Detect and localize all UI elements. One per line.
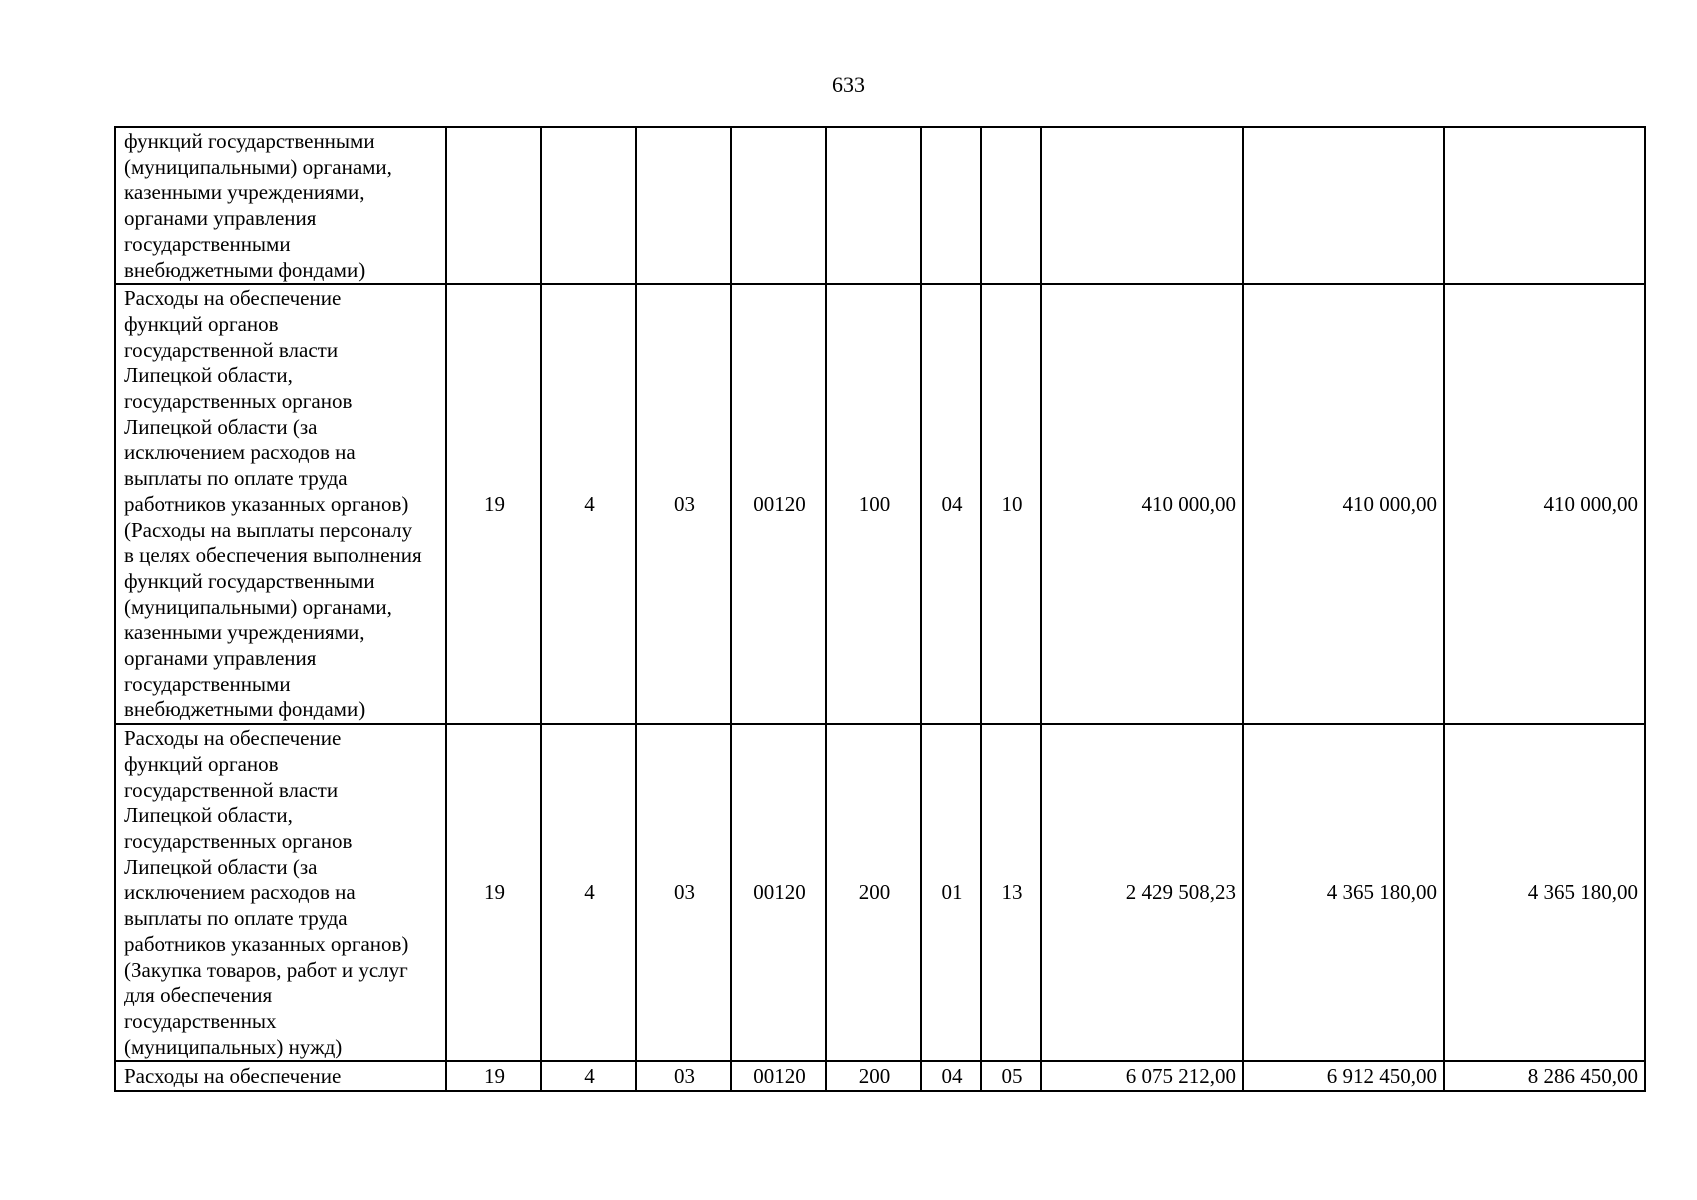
code-cell — [921, 127, 981, 284]
table-row — [115, 724, 1645, 1061]
code-cell: 13 — [981, 724, 1041, 1061]
amount-cell: 410 000,00 — [1041, 284, 1243, 724]
table-row — [115, 1061, 1645, 1091]
code-cell — [826, 127, 921, 284]
amount-cell: 410 000,00 — [1444, 284, 1645, 724]
amount-cell: 4 365 180,00 — [1243, 724, 1444, 1061]
amount-cell — [1243, 127, 1444, 284]
code-cell: 00120 — [731, 724, 826, 1061]
code-cell: 00120 — [731, 284, 826, 724]
amount-cell: 2 429 508,23 — [1041, 724, 1243, 1061]
code-cell — [446, 127, 541, 284]
code-cell: 100 — [826, 284, 921, 724]
amount-cell: 6 912 450,00 — [1243, 1061, 1444, 1091]
row-description: Расходы на обеспечение функций органов государственной власти Липецкой области, государственных органов Липецкой области (за исключением расходов на выплаты по оплате труда работников указанных органов) (Расходы на выплаты персоналу в целях обеспечения выполнения функций государственными (муниципальными) органами, казенными учреждениями, органами управления государственными внебюджетными фондами) — [115, 284, 446, 724]
code-cell — [731, 127, 826, 284]
amount-cell — [1041, 127, 1243, 284]
row-description: функций государственными (муниципальными) органами, казенными учреждениями, органами управления государственными внебюджетными фондами) — [115, 127, 446, 284]
code-cell: 05 — [981, 1061, 1041, 1091]
code-cell: 03 — [636, 724, 731, 1061]
row-description: Расходы на обеспечение — [115, 1061, 446, 1091]
code-cell: 19 — [446, 1061, 541, 1091]
code-cell — [636, 127, 731, 284]
code-cell: 19 — [446, 724, 541, 1061]
code-cell — [981, 127, 1041, 284]
amount-cell: 8 286 450,00 — [1444, 1061, 1645, 1091]
code-cell: 4 — [541, 724, 636, 1061]
code-cell: 10 — [981, 284, 1041, 724]
code-cell: 03 — [636, 284, 731, 724]
budget-table — [114, 126, 1646, 1092]
code-cell: 04 — [921, 284, 981, 724]
amount-cell: 4 365 180,00 — [1444, 724, 1645, 1061]
row-description: Расходы на обеспечение функций органов государственной власти Липецкой области, государственных органов Липецкой области (за исключением расходов на выплаты по оплате труда работников указанных органов) (Закупка товаров, работ и услуг для обеспечения государственных (муниципальных) нужд) — [115, 724, 446, 1061]
code-cell: 200 — [826, 1061, 921, 1091]
page-number: 633 — [832, 72, 865, 97]
code-cell: 19 — [446, 284, 541, 724]
code-cell — [541, 127, 636, 284]
code-cell: 4 — [541, 1061, 636, 1091]
code-cell: 00120 — [731, 1061, 826, 1091]
table-row — [115, 284, 1645, 724]
amount-cell: 6 075 212,00 — [1041, 1061, 1243, 1091]
code-cell: 04 — [921, 1061, 981, 1091]
code-cell: 4 — [541, 284, 636, 724]
code-cell: 200 — [826, 724, 921, 1061]
table-row — [115, 127, 1645, 284]
code-cell: 01 — [921, 724, 981, 1061]
amount-cell: 410 000,00 — [1243, 284, 1444, 724]
amount-cell — [1444, 127, 1645, 284]
code-cell: 03 — [636, 1061, 731, 1091]
